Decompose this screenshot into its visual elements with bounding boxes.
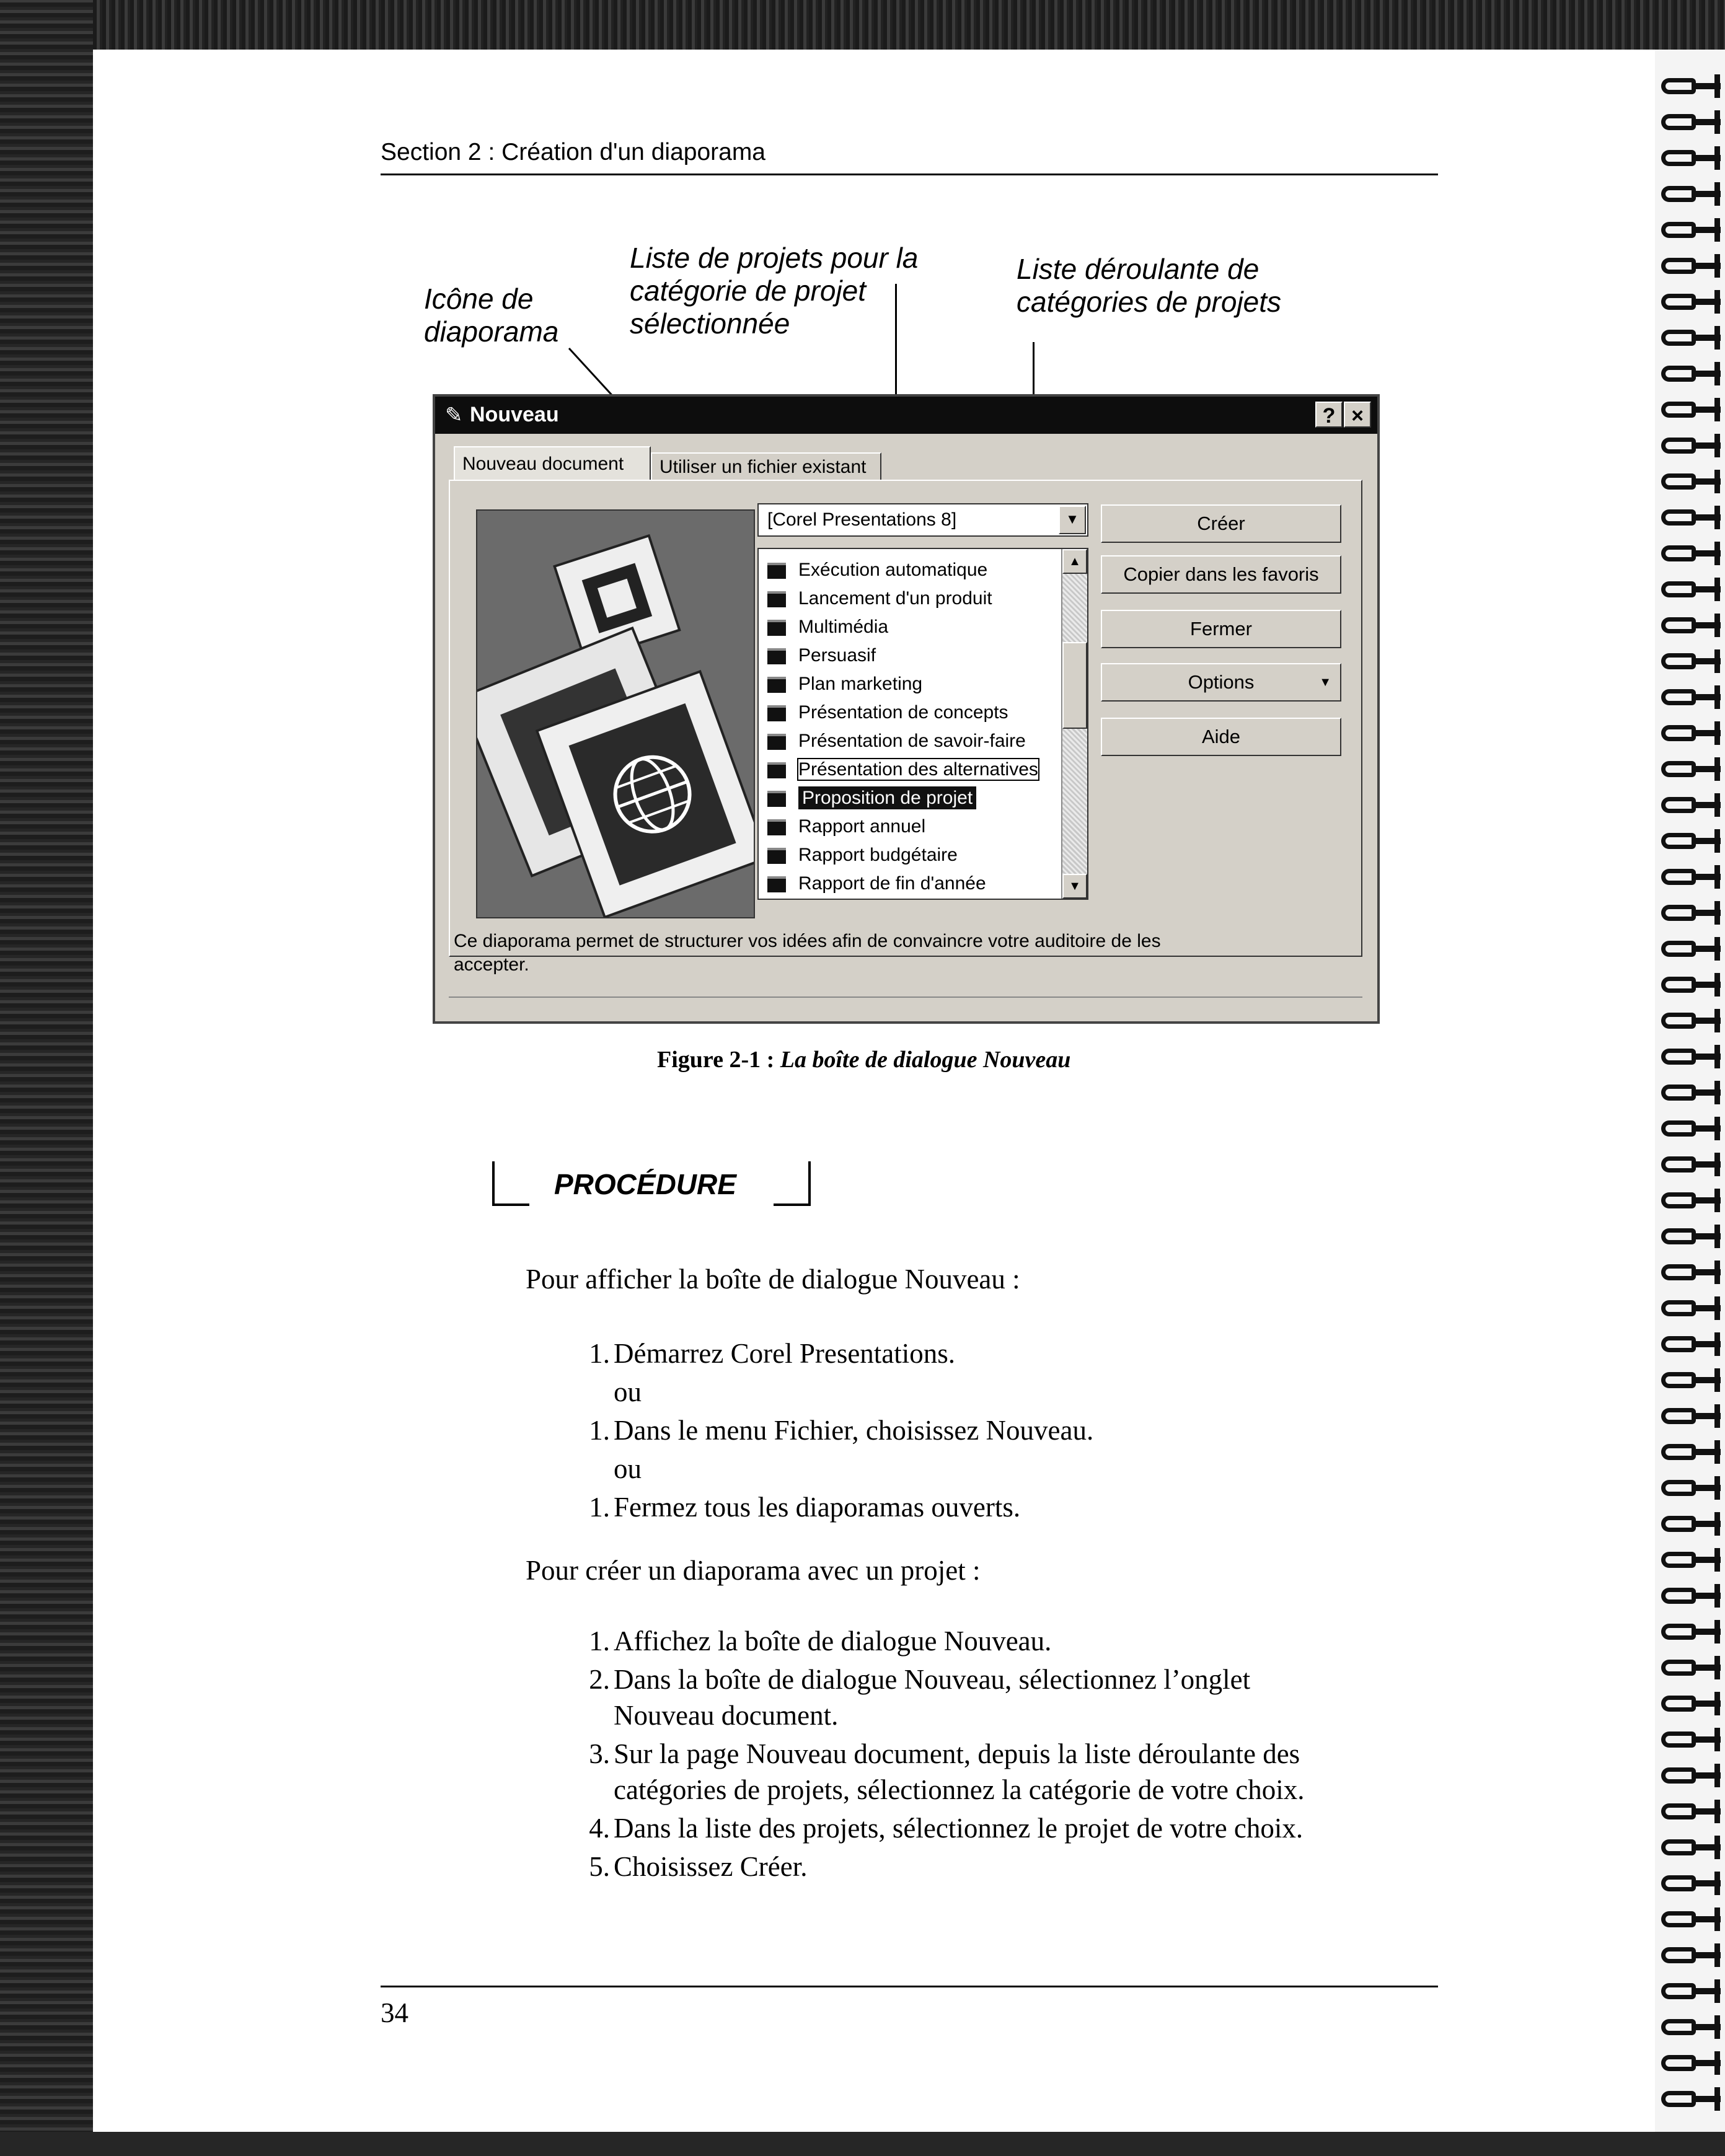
project-list-item[interactable] — [767, 840, 1056, 870]
step-text: Fermez tous les diaporamas ouverts. — [614, 1492, 1021, 1523]
tab-use-existing-file[interactable]: Utiliser un fichier existant — [651, 452, 881, 481]
slideshow-preview-image — [476, 509, 755, 918]
step-text: Affichez la boîte de dialogue Nouveau. — [614, 1626, 1052, 1657]
project-list-item[interactable] — [767, 783, 1056, 813]
help-dialog-button[interactable]: Aide — [1101, 718, 1341, 756]
category-dropdown-value: [Corel Presentations 8] — [767, 509, 957, 530]
procedure-intro-1: Pour afficher la boîte de dialogue Nouveau : — [526, 1264, 1020, 1295]
options-chevron-icon: ▼ — [1319, 675, 1331, 689]
project-template-icon — [767, 677, 786, 693]
chevron-down-icon[interactable]: ▼ — [1059, 506, 1086, 534]
project-list-item-label: Exécution automatique — [798, 560, 988, 580]
project-list-item[interactable] — [767, 869, 1056, 899]
project-list-item[interactable] — [767, 812, 1056, 842]
options-button[interactable] — [1101, 663, 1341, 702]
callout-category-list: Liste déroulante de catégories de projets — [1017, 253, 1282, 318]
step-alternative: ou — [614, 1376, 642, 1407]
step-text: Nouveau document. — [614, 1700, 839, 1731]
project-list-item[interactable] — [767, 726, 1056, 756]
procedure-heading: PROCÉDURE — [554, 1168, 736, 1200]
list-scrollbar[interactable] — [1061, 549, 1087, 899]
project-template-icon — [767, 734, 786, 750]
project-list-item-label: Rapport annuel — [798, 816, 926, 837]
project-list-item-label: Plan marketing — [798, 674, 923, 694]
section-header: Section 2 : Création d'un diaporama — [381, 139, 765, 165]
tab-new-document[interactable]: Nouveau document — [454, 446, 651, 481]
procedure-intro-2: Pour créer un diaporama avec un projet : — [526, 1555, 981, 1586]
project-template-icon — [767, 591, 786, 607]
step-alternative: ou — [614, 1453, 642, 1484]
project-template-icon — [767, 563, 786, 579]
callout-slideshow-icon: Icône de diaporama — [424, 283, 559, 348]
callout-project-list: Liste de projets pour la catégorie de projet sélectionnée — [630, 242, 919, 340]
options-label: Options — [1188, 671, 1255, 693]
dialog-app-icon: ✎ — [445, 403, 463, 427]
step-number: 1. — [589, 1492, 610, 1523]
step-number: 1. — [589, 1626, 610, 1657]
project-list[interactable] — [757, 548, 1088, 900]
slideshow-icon — [477, 511, 754, 917]
project-template-icon — [767, 848, 786, 864]
project-list-item[interactable] — [767, 612, 1056, 642]
project-template-icon — [767, 819, 786, 835]
project-list-item[interactable] — [767, 555, 1056, 585]
new-dialog — [433, 394, 1380, 1024]
scrollbar-thumb[interactable] — [1062, 642, 1087, 729]
figure-label: Figure 2-1 : — [657, 1047, 775, 1073]
step-number: 4. — [589, 1813, 610, 1844]
step-text: Dans le menu Fichier, choisissez Nouveau. — [614, 1415, 1094, 1446]
step-text: catégories de projets, sélectionnez la catégorie de votre choix. — [614, 1774, 1305, 1805]
project-list-item[interactable] — [767, 755, 1056, 785]
step-number: 5. — [589, 1851, 610, 1882]
step-number: 1. — [589, 1415, 610, 1446]
project-list-item[interactable] — [767, 584, 1056, 614]
dialog-status-bar — [449, 997, 1362, 1014]
project-list-item-label: Multimédia — [798, 617, 889, 637]
create-button[interactable]: Créer — [1101, 504, 1341, 543]
close-button[interactable]: × — [1344, 402, 1371, 428]
page-number: 34 — [381, 1997, 408, 2028]
dialog-title: Nouveau — [470, 403, 559, 426]
template-description: Ce diaporama permet de structurer vos idées afin de convaincre votre auditoire de les accepter. — [454, 931, 1161, 975]
project-list-item-label: Rapport budgétaire — [798, 845, 958, 865]
project-list-item[interactable] — [767, 698, 1056, 728]
project-list-item-label: Rapport de fin d'année — [798, 873, 986, 894]
scroll-down-icon[interactable]: ▼ — [1062, 874, 1087, 899]
project-template-icon — [767, 791, 786, 807]
dialog-titlebar — [435, 397, 1377, 434]
scroll-up-icon[interactable]: ▲ — [1062, 549, 1087, 574]
close-dialog-button[interactable]: Fermer — [1101, 610, 1341, 648]
copy-to-favorites-button[interactable]: Copier dans les favoris — [1101, 555, 1341, 594]
project-list-item[interactable] — [767, 669, 1056, 699]
step-text: Choisissez Créer. — [614, 1851, 808, 1882]
help-button[interactable]: ? — [1315, 402, 1343, 428]
category-dropdown[interactable] — [757, 503, 1088, 537]
step-number: 2. — [589, 1664, 610, 1695]
project-list-item-label: Présentation des alternatives — [798, 759, 1038, 780]
step-text: Dans la liste des projets, sélectionnez le projet de votre choix. — [614, 1813, 1304, 1844]
step-text: Démarrez Corel Presentations. — [614, 1338, 956, 1369]
project-list-item-label: Proposition de projet — [798, 786, 976, 809]
project-template-icon — [767, 705, 786, 721]
project-template-icon — [767, 648, 786, 664]
project-template-icon — [767, 620, 786, 636]
step-text: Dans la boîte de dialogue Nouveau, sélectionnez l’onglet — [614, 1664, 1251, 1695]
project-list-item-label: Présentation de concepts — [798, 702, 1008, 723]
figure-caption — [657, 1046, 1070, 1073]
project-list-item-label: Persuasif — [798, 645, 876, 666]
step-number: 1. — [589, 1338, 610, 1369]
procedure-heading-box — [492, 1161, 811, 1206]
step-text: Sur la page Nouveau document, depuis la liste déroulante des — [614, 1738, 1300, 1769]
project-list-item-label: Lancement d'un produit — [798, 588, 992, 609]
project-list-item[interactable] — [767, 641, 1056, 671]
footer-rule — [381, 1986, 1438, 1987]
step-number: 3. — [589, 1738, 610, 1769]
project-template-icon — [767, 762, 786, 778]
project-template-icon — [767, 876, 786, 892]
figure-title: La boîte de dialogue Nouveau — [780, 1047, 1071, 1073]
project-list-item-label: Présentation de savoir-faire — [798, 731, 1026, 751]
